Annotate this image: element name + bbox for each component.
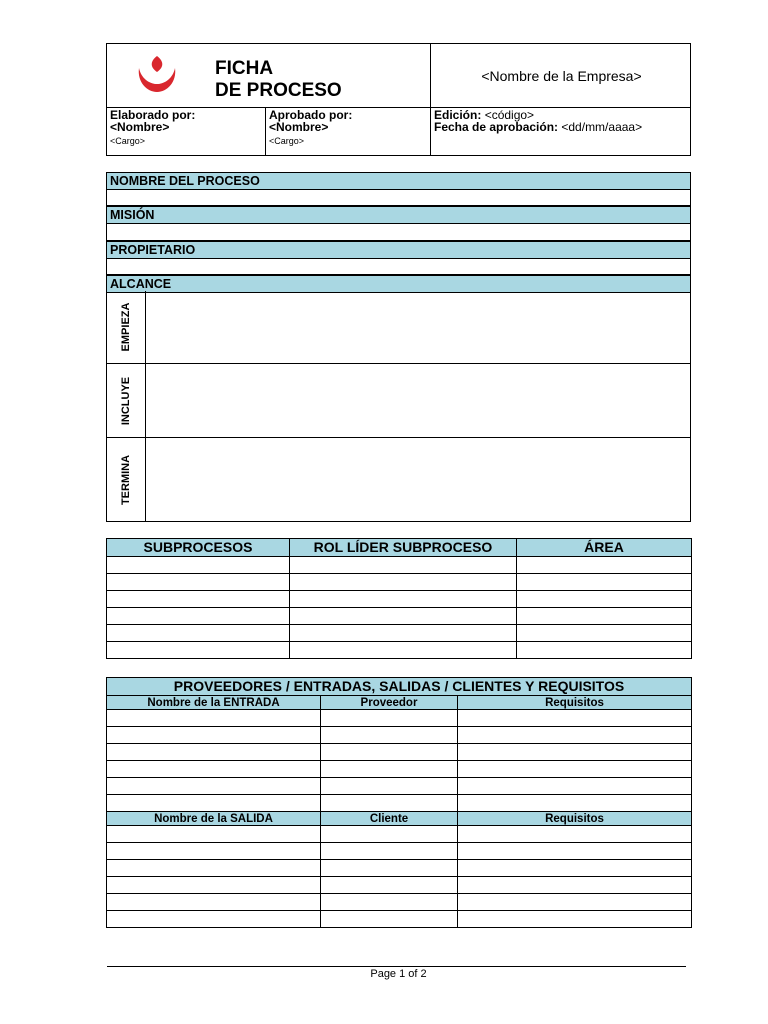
- table-cell[interactable]: [107, 778, 321, 795]
- table-cell[interactable]: [107, 826, 321, 843]
- table-cell[interactable]: [458, 761, 692, 778]
- table-cell[interactable]: [321, 911, 458, 928]
- table-cell[interactable]: [107, 911, 321, 928]
- alcance-table: [106, 291, 691, 522]
- aprobado-por: Aprobado por: <Nombre> <Cargo>: [269, 108, 353, 146]
- table-cell[interactable]: [290, 574, 517, 591]
- table-cell[interactable]: [458, 894, 692, 911]
- table-cell[interactable]: [458, 911, 692, 928]
- table-cell[interactable]: [458, 860, 692, 877]
- table-row: [107, 894, 692, 911]
- mision-header: MISIÓN: [106, 206, 691, 224]
- table-row: [107, 608, 692, 625]
- table-cell[interactable]: [107, 744, 321, 761]
- table-cell[interactable]: [517, 591, 692, 608]
- column-header: SUBPROCESOS: [107, 539, 290, 557]
- document-title: FICHA DE PROCESO: [215, 58, 342, 101]
- alcance-label: INCLUYE: [120, 376, 132, 426]
- table-cell[interactable]: [321, 795, 458, 812]
- table-cell[interactable]: [107, 642, 290, 659]
- elaborado-por: Elaborado por: <Nombre> <Cargo>: [110, 108, 196, 146]
- table-cell[interactable]: [458, 795, 692, 812]
- table-cell[interactable]: [290, 591, 517, 608]
- alcance-row-empieza[interactable]: [107, 291, 690, 363]
- propietario-field[interactable]: [106, 259, 691, 275]
- table-cell[interactable]: [517, 625, 692, 642]
- table-cell[interactable]: [517, 642, 692, 659]
- column-header: ROL LÍDER SUBPROCESO: [290, 539, 517, 557]
- nombre-proceso-header: NOMBRE DEL PROCESO: [106, 172, 691, 190]
- nombre-proceso-field[interactable]: [106, 190, 691, 206]
- table-cell[interactable]: [107, 574, 290, 591]
- table-cell[interactable]: [517, 608, 692, 625]
- footer-divider: [107, 966, 686, 967]
- table-cell[interactable]: [321, 761, 458, 778]
- table-cell[interactable]: [321, 877, 458, 894]
- column-header: Requisitos: [458, 812, 692, 826]
- table-cell[interactable]: [458, 826, 692, 843]
- propietario-header: PROPIETARIO: [106, 241, 691, 259]
- table-cell[interactable]: [107, 625, 290, 642]
- table-cell[interactable]: [458, 710, 692, 727]
- table-row: [107, 744, 692, 761]
- document-header: [106, 43, 691, 156]
- table-cell[interactable]: [107, 608, 290, 625]
- table-row: [107, 591, 692, 608]
- table-cell[interactable]: [321, 826, 458, 843]
- table-row: [107, 843, 692, 860]
- alcance-header: ALCANCE: [106, 275, 691, 293]
- table-cell[interactable]: [458, 877, 692, 894]
- subprocesos-table: [106, 538, 692, 659]
- table-cell[interactable]: [321, 744, 458, 761]
- table-cell[interactable]: [458, 778, 692, 795]
- alcance-row-incluye[interactable]: [107, 363, 690, 438]
- table-cell[interactable]: [107, 795, 321, 812]
- table-row: [107, 761, 692, 778]
- table-row: [107, 574, 692, 591]
- table-cell[interactable]: [458, 843, 692, 860]
- table-cell[interactable]: [107, 591, 290, 608]
- table-cell[interactable]: [290, 608, 517, 625]
- pec-title: PROVEEDORES / ENTRADAS, SALIDAS / CLIENTES Y REQUISITOS: [107, 678, 692, 696]
- table-cell[interactable]: [107, 761, 321, 778]
- table-cell[interactable]: [107, 710, 321, 727]
- table-cell[interactable]: [321, 843, 458, 860]
- table-cell[interactable]: [290, 625, 517, 642]
- company-name: <Nombre de la Empresa>: [481, 67, 642, 84]
- table-cell[interactable]: [517, 557, 692, 574]
- table-row: [107, 826, 692, 843]
- column-header: Nombre de la ENTRADA: [107, 696, 321, 710]
- table-row: [107, 710, 692, 727]
- table-cell[interactable]: [107, 894, 321, 911]
- table-cell[interactable]: [107, 727, 321, 744]
- table-cell[interactable]: [321, 894, 458, 911]
- table-row: [107, 727, 692, 744]
- table-cell[interactable]: [321, 778, 458, 795]
- column-header: Cliente: [321, 812, 458, 826]
- column-header: ÁREA: [517, 539, 692, 557]
- table-row: [107, 860, 692, 877]
- table-cell[interactable]: [321, 727, 458, 744]
- table-cell[interactable]: [107, 843, 321, 860]
- table-cell[interactable]: [107, 557, 290, 574]
- proveedores-clientes-table: [106, 677, 692, 928]
- table-cell[interactable]: [290, 557, 517, 574]
- mision-field[interactable]: [106, 224, 691, 241]
- table-cell[interactable]: [290, 642, 517, 659]
- table-cell[interactable]: [107, 877, 321, 894]
- column-header: Nombre de la SALIDA: [107, 812, 321, 826]
- table-row: [107, 911, 692, 928]
- table-cell[interactable]: [458, 744, 692, 761]
- page-number: Page 1 of 2: [370, 968, 427, 980]
- alcance-label: TERMINA: [120, 454, 132, 505]
- table-row: [107, 557, 692, 574]
- company-logo-icon: [135, 54, 179, 94]
- table-row: [107, 778, 692, 795]
- alcance-label: EMPIEZA: [120, 302, 132, 352]
- column-header: Proveedor: [321, 696, 458, 710]
- table-cell[interactable]: [321, 860, 458, 877]
- table-cell[interactable]: [321, 710, 458, 727]
- table-cell[interactable]: [517, 574, 692, 591]
- table-cell[interactable]: [107, 860, 321, 877]
- alcance-row-termina[interactable]: [107, 437, 690, 521]
- table-row: [107, 625, 692, 642]
- table-row: [107, 877, 692, 894]
- table-row: [107, 795, 692, 812]
- edicion-fecha: Edición: <código> Fecha de aprobación: <dd/mm/aaaa>: [434, 108, 643, 134]
- column-header: Requisitos: [458, 696, 692, 710]
- table-row: [107, 642, 692, 659]
- table-cell[interactable]: [458, 727, 692, 744]
